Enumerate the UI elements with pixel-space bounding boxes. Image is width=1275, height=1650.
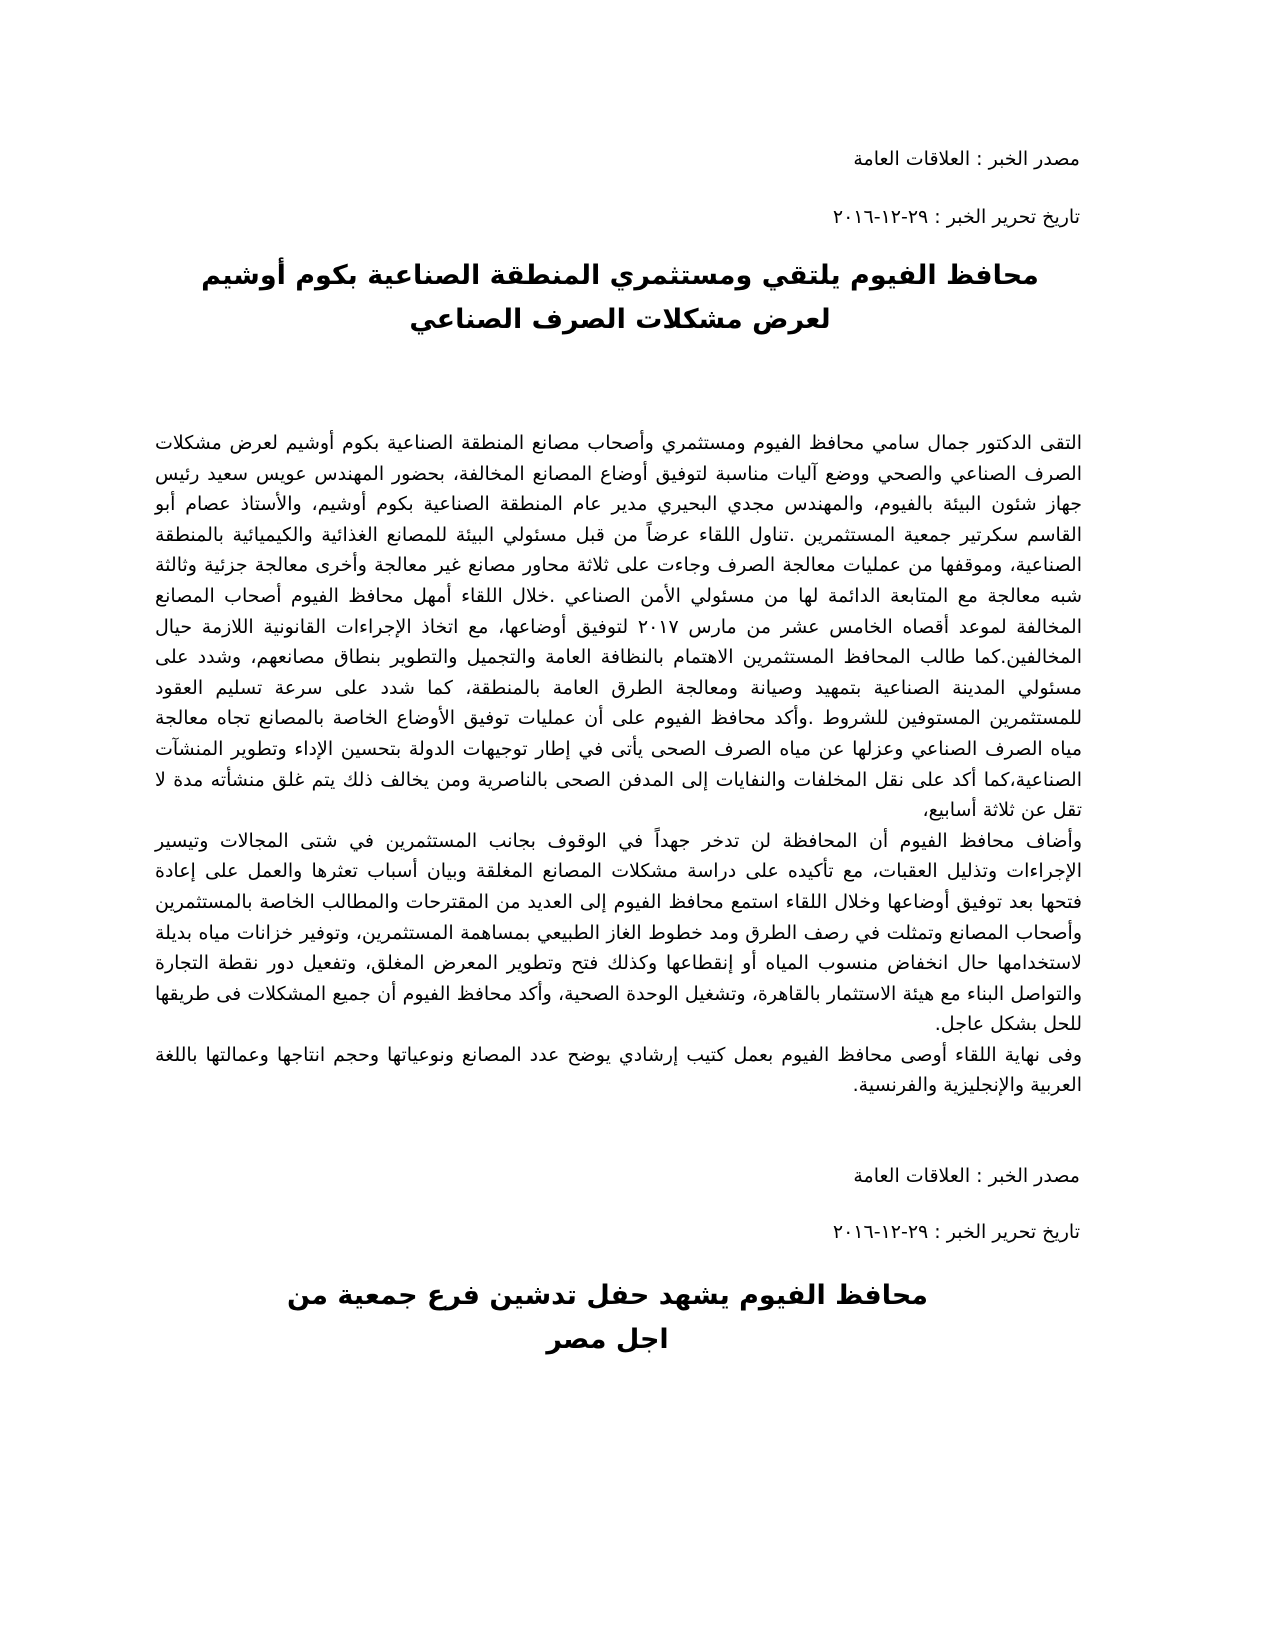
article-body xyxy=(155,428,1082,1101)
article-title: محافظ الفيوم يلتقي ومستثمري المنطقة الصناعية بكوم أوشيم لعرض مشكلات الصرف الصناعي xyxy=(201,260,1039,335)
news-source-line-2: مصدر الخبر : العلاقات العامة xyxy=(853,1165,1080,1187)
article-paragraph: التقى الدكتور جمال سامي محافظ الفيوم ومستثمري وأصحاب مصانع المنطقة الصناعية بكوم أوشيم لعرض مشكلات الصرف الصناعي والصحي ووضع آليات مناسبة لتوفيق أوضاع المصانع المخالفة، بحضور المهندس عويس سعيد رئيس جهاز شئون البيئة بالفيوم، والمهندس مجدي البحيري مدير عام المنطقة الصناعية بكوم أوشيم، والأستاذ عصام أبو القاسم سكرتير جمعية المستثمرين .تناول اللقاء عرضاً من قبل مسئولي البيئة للمصانع الغذائية والكيميائية بالمنطقة الصناعية، وموقفها من عمليات معالجة الصرف وجاءت على ثلاثة محاور مصانع غير معالجة وأخرى معالجة جزئية وثالثة شبه معالجة مع المتابعة الدائمة لها من مسئولي الأمن الصناعي .خلال اللقاء أمهل محافظ الفيوم أصحاب المصانع المخالفة لموعد أقصاه الخامس عشر من مارس ٢٠١٧ لتوفيق أوضاعها، مع اتخاذ الإجراءات القانونية اللازمة حيال المخالفين.كما طالب المحافظ المستثمرين الاهتمام بالنظافة العامة والتجميل والتطوير بنطاق مصانعهم، وشدد على مسئولي المدينة الصناعية بتمهيد وصيانة ومعالجة الطرق العامة بالمنطقة، كما شدد على سرعة تسليم العقود للمستثمرين المستوفين للشروط .وأكد محافظ الفيوم على أن عمليات توفيق الأوضاع الخاصة بالمصانع تجاه معالجة مياه الصرف الصناعي وعزلها عن مياه الصرف الصحى يأتى في إطار توجيهات الدولة بتحسين الإداء وتطوير المنشآت الصناعية،كما أكد على نقل المخلفات والنفايات إلى المدفن الصحى بالناصرية ومن يخالف ذلك يتم غلق منشأته مدة لا تقل عن ثلاثة أسابيع، xyxy=(155,432,1082,822)
article-paragraph: وفى نهاية اللقاء أوصى محافظ الفيوم بعمل كتيب إرشادي يوضح عدد المصانع ونوعياتها وحجم انتاجها وعمالتها باللغة العربية والإنجليزية والفرنسية. xyxy=(155,1043,1082,1097)
article-title-2: محافظ الفيوم يشهد حفل تدشين فرع جمعية من اجل مصر xyxy=(286,1280,929,1355)
news-source-line: مصدر الخبر : العلاقات العامة xyxy=(853,148,1080,170)
news-date-line: تاريخ تحرير الخبر : ٢٩-١٢-٢٠١٦ xyxy=(832,206,1080,228)
article-paragraph: وأضاف محافظ الفيوم أن المحافظة لن تدخر جهداً في الوقوف بجانب المستثمرين في شتى المجالات وتيسير الإجراءات وتذليل العقبات، مع تأكيده على دراسة مشكلات المصانع المغلقة وبيان أسباب تعثرها والعمل على إعادة فتحها بعد توفيق أوضاعها وخلال اللقاء استمع محافظ الفيوم إلى العديد من المقترحات والمطالب الخاصة بالمستثمرين وأصحاب المصانع وتمثلت في رصف الطرق ومد خطوط الغاز الطبيعي بمساهمة المستثمرين، وتوفير خزانات مياه بديلة لاستخدامها حال انخفاض منسوب المياه أو إنقطاعها وكذلك فتح وتطوير المعرض المغلق، وتفعيل دور نقطة التجارة والتواصل البناء مع هيئة الاستثمار بالقاهرة، وتشغيل الوحدة الصحية، وأكد محافظ الفيوم أن جميع المشكلات فى طريقها للحل بشكل عاجل. xyxy=(155,829,1082,1036)
news-date-line-2: تاريخ تحرير الخبر : ٢٩-١٢-٢٠١٦ xyxy=(832,1221,1080,1243)
